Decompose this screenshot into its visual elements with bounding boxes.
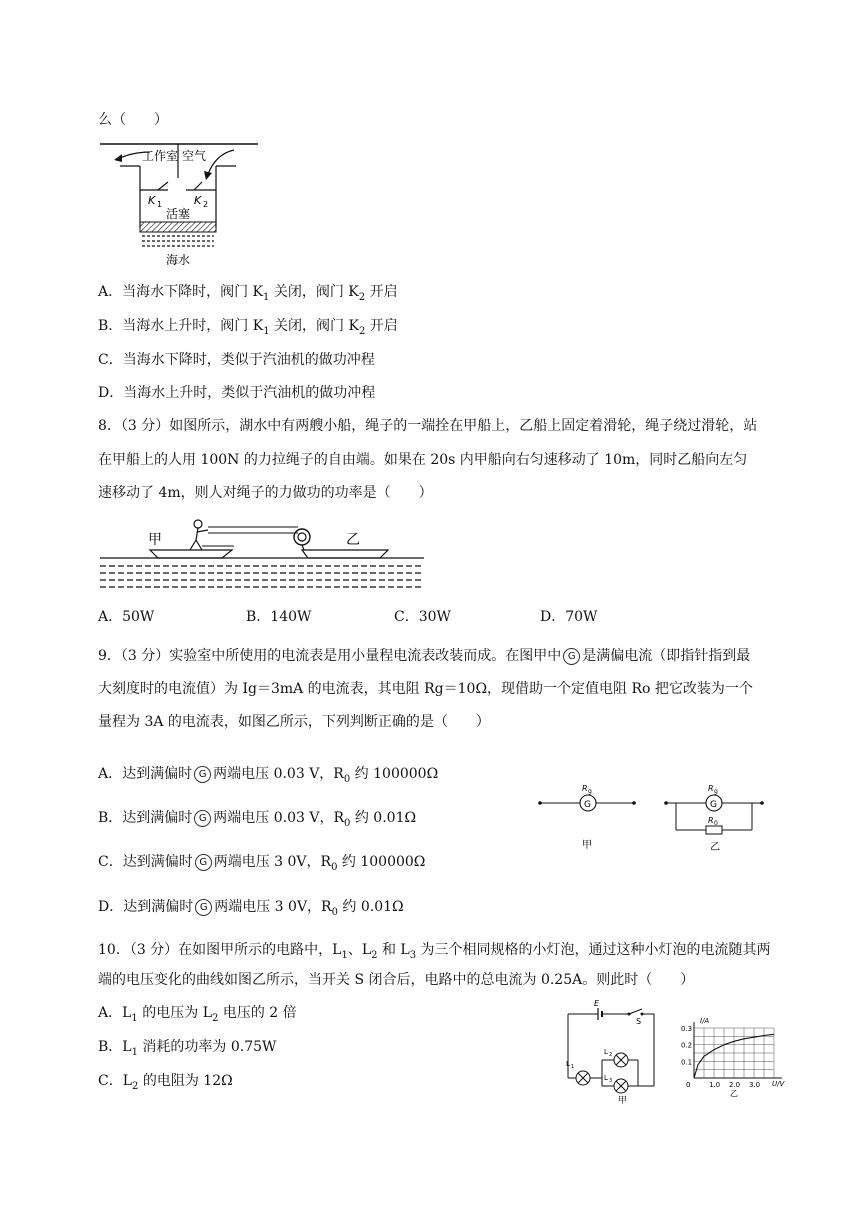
q7-fig-k1: K (148, 194, 156, 207)
q10-fig-l1-sub: 1 (571, 1064, 575, 1070)
q8-fig-boat-a: 甲 (148, 532, 162, 548)
q10-option-a: A．$L_1$ 的电压为 $L_2$ 电压的 2 倍 (98, 1005, 297, 1024)
chart-caption: 乙 (730, 1089, 738, 1098)
q7-fig-room: 工作室 (142, 149, 179, 163)
q10-line-1: 10．（3 分）在如图甲所示的电路中，$L_1$、$L_2$ 和 $L_3$ 为三个相同规格的小灯泡，通过这种小灯泡的电流随其两 (98, 942, 771, 961)
q8-fig-boat-b: 乙 (346, 532, 360, 548)
q9-option-b: B．达到满偏时 G 两端电压 0.03 V，$R_0$ 约 0.01Ω (98, 810, 417, 829)
q8-line-3: 速移动了 4m，则人对绳子的力做功的功率是（ ） (98, 485, 433, 501)
q10-option-c: C．$L_2$ 的电阻为 12Ω (98, 1073, 233, 1092)
q10-circuit-figure (562, 1000, 672, 1104)
q7-fig-piston: 活塞 (166, 207, 191, 221)
q7-option-c: C．当海水下降时，类似于汽油机的做功冲程 (98, 352, 375, 368)
q10-fig-l1: L (566, 1060, 570, 1068)
chart-x-tick-label: 3.0 (749, 1081, 761, 1089)
q8-line-2: 在甲船上的人用 100N 的力拉绳子的自由端。如果在 20s 内甲船向右匀速移动了 10m，同时乙船向左匀 (98, 452, 748, 468)
q9-figure (536, 766, 772, 862)
chart-x-tick-label: 1.0 (709, 1081, 721, 1089)
q8-option-c: C．30W (394, 609, 451, 625)
chart-xlabel: U/V (772, 1080, 785, 1088)
q10-option-b: B．$L_1$ 消耗的功率为 0.75W (98, 1039, 277, 1058)
q9-option-c: C．达到满偏时 G 两端电压 3 0V，$R_0$ 约 100000Ω (98, 854, 426, 873)
q7-fig-air: 空气 (182, 149, 207, 163)
q9-fig-g-b: G (710, 800, 717, 810)
q7-fig-sea: 海水 (166, 253, 191, 267)
q7-stem-tail: 么（ ） (98, 112, 168, 128)
q9-fig-r0-sub: 0 (714, 820, 718, 827)
q7-fig-k2-sub: 2 (203, 200, 209, 209)
galvanometer-icon: G (195, 854, 212, 871)
q8-line-1: 8．（3 分）如图所示，湖水中有两艘小船，绳子的一端拴在甲船上，乙船上固定着滑轮，绳子绕过滑轮，站 (98, 418, 758, 434)
q10-fig-s: S (636, 1017, 642, 1026)
q10-fig-l3: L (604, 1074, 608, 1082)
q7-fig-k1-sub: 1 (157, 200, 163, 209)
galvanometer-icon: G (563, 648, 580, 665)
q9-fig-label-b: 乙 (710, 842, 720, 853)
q9-option-a: A．达到满偏时 G 两端电压 0.03 V，$R_0$ 约 100000Ω (98, 766, 439, 785)
q7-figure (98, 138, 268, 270)
q8-option-a: A．50W (98, 609, 155, 625)
q9-fig-rg-b: R (708, 784, 714, 793)
chart-ylabel: I/A (700, 1017, 710, 1025)
q9-fig-g-a: G (584, 800, 591, 810)
q7-fig-k2: K (194, 194, 202, 207)
q7-option-a: A．当海水下降时，阀门 $K_1$ 关闭，阀门 $K_2$ 开启 (98, 284, 398, 303)
q9-fig-rg-b-sub: g (714, 788, 718, 795)
q9-fig-rg-a: R (582, 784, 588, 793)
q9-fig-rg-a-sub: g (588, 788, 592, 795)
q8-option-b: B．140W (246, 609, 312, 625)
q8-option-d: D．70W (540, 609, 598, 625)
q10-line-2: 端的电压变化的曲线如图乙所示，当开关 S 闭合后，电路中的总电流为 0.25A。则此时（ ） (98, 972, 695, 988)
q9-option-d: D．达到满偏时 G 两端电压 3 0V，$R_0$ 约 0.01Ω (98, 899, 404, 918)
q10-iu-chart (680, 1014, 790, 1104)
galvanometer-icon: G (195, 899, 212, 916)
galvanometer-icon: G (194, 766, 211, 783)
chart-ticks (681, 1025, 760, 1089)
chart-y-tick-label: 0.1 (681, 1058, 693, 1067)
chart-y-tick-label: 0.3 (681, 1025, 693, 1033)
q10-fig-l2: L (604, 1048, 608, 1056)
q8-figure (98, 516, 426, 596)
q9-line-2: 大刻度时的电流值）为 Ig＝3mA 的电流表，其电阻 Rg＝10Ω，现借助一个定值电阻 Ro 把它改装为一个 (98, 681, 753, 697)
q7-option-b: B．当海水上升时，阀门 $K_1$ 关闭，阀门 $K_2$ 开启 (98, 318, 398, 337)
chart-y-tick-label: 0.2 (681, 1041, 693, 1050)
q9-fig-label-a: 甲 (582, 840, 592, 851)
q10-fig-circuit-label: 甲 (618, 1096, 628, 1104)
q9-fig-r0: R (708, 816, 714, 825)
q10-fig-l2-sub: 2 (609, 1052, 613, 1058)
chart-x-tick-label: 0 (686, 1081, 691, 1089)
galvanometer-icon: G (194, 810, 211, 827)
chart-x-tick-label: 2.0 (729, 1081, 741, 1089)
q10-fig-l3-sub: 3 (609, 1078, 613, 1084)
q9-line-1: 9．（3 分）实验室中所使用的电流表是用小量程电流表改装而成。在图甲中 G 是满偏电流（即指针指到最 (98, 648, 751, 664)
q9-line-3: 量程为 3A 的电流表，如图乙所示，下列判断正确的是（ ） (98, 714, 490, 730)
q10-fig-e: E (594, 1000, 600, 1008)
q7-option-d: D．当海水上升时，类似于汽油机的做功冲程 (98, 385, 376, 401)
